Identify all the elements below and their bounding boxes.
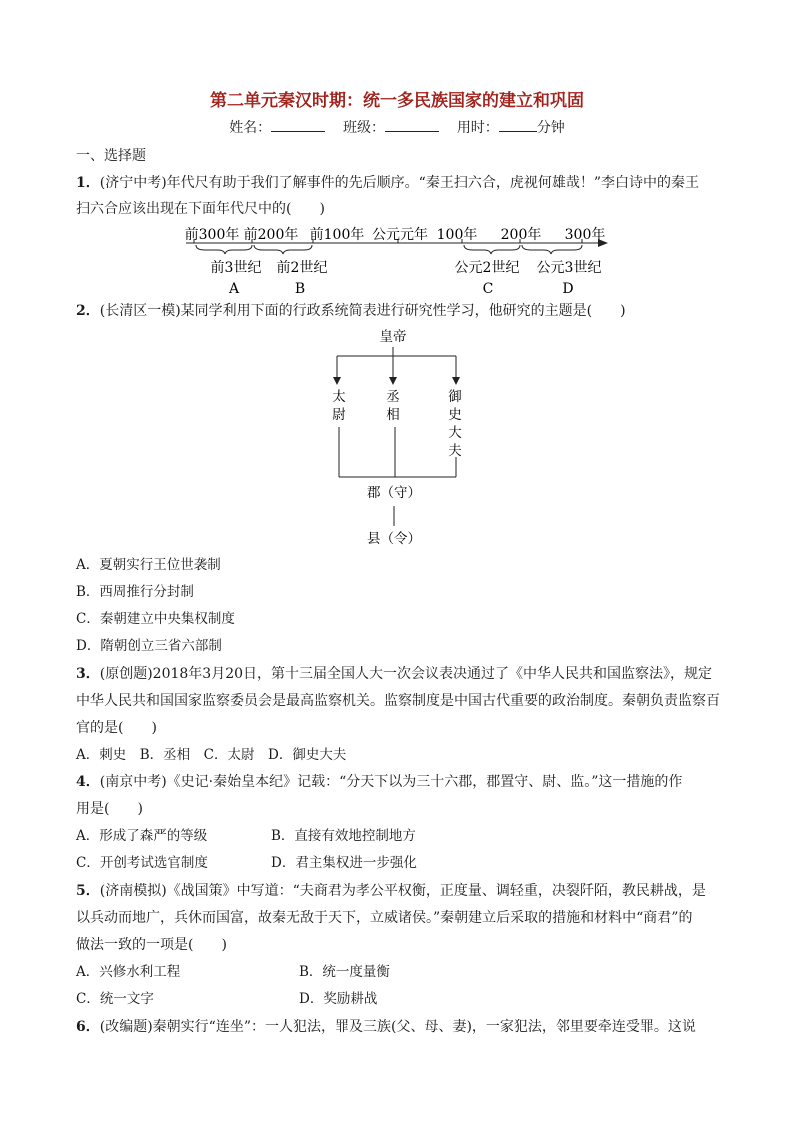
question-number: 1． [76,175,100,191]
node-chengxiang-char2: 相 [386,407,400,423]
tick-label: 前100年 [309,227,365,243]
node-chengxiang-char1: 丞 [386,389,400,405]
question-5-line-2: 以兵动而地广，兵休而国富，故秦无敌于天下，立威诸侯。”秦朝建立后采取的措施和材料中“商君”的 [76,910,693,926]
question-text: (改编题)秦朝实行“连坐”：一人犯法，罪及三族(父、母、妻)，一家犯法，邻里要牵连受罪。这说 [99,1019,696,1035]
period-letter: B [294,281,306,297]
q4-option-d[interactable]: D．君主集权进一步强化 [271,855,417,871]
q5-option-c[interactable]: C．统一文字 [76,991,154,1007]
question-6-line-1 [76,1018,718,1036]
brace-b [254,245,312,254]
q5-option-d[interactable]: D．奖励耕战 [299,991,378,1007]
question-5-line-3: 做法一致的一项是( ) [76,937,227,953]
question-text: (济宁中考)年代尺有助于我们了解事件的先后顺序。“秦王扫六合，虎视何雄哉！”李白诗中的秦王 [99,175,699,191]
student-info [0,117,794,137]
name-blank[interactable] [271,117,325,132]
question-text: (南京中考)《史记·秦始皇本纪》记载：“分天下以为三十六郡，郡置守、尉、监。”这一措施的作 [99,774,683,790]
question-number: 6． [76,1019,100,1035]
class-blank[interactable] [385,117,439,132]
time-blank[interactable] [499,117,537,132]
q4-option-a[interactable]: A．形成了森严的等级 [76,828,208,844]
brace-a [196,245,252,254]
timeline-diagram [0,224,794,304]
question-1-line-2: 扫六合应该出现在下面年代尺中的( ) [76,201,325,217]
q2-option-d[interactable]: D．隋朝创立三省六部制 [76,638,222,654]
question-2-line-1 [76,302,718,320]
node-yushidafu-char1: 御 [448,389,462,405]
brace-c [464,245,520,254]
period-letter: D [562,281,574,297]
class-label: 班级： [343,120,385,136]
question-number: 2． [76,303,100,319]
question-number: 5． [76,883,100,899]
q5-option-a[interactable]: A．兴修水利工程 [76,964,181,980]
node-yushidafu [448,389,462,459]
period-letter: C [482,281,494,297]
node-yushidafu-char4: 夫 [448,443,462,459]
node-chengxiang [386,389,400,423]
node-commandery: 郡（守） [367,485,421,501]
tick-label: 公元元年 [372,227,428,243]
page-title: 第二单元秦汉时期：统一多民族国家的建立和巩固 [210,91,584,111]
q2-option-c[interactable]: C．秦朝建立中央集权制度 [76,611,235,627]
period-letter: A [228,281,240,297]
q2-option-a[interactable]: A．夏朝实行王位世袭制 [76,557,221,573]
question-5-line-1 [76,882,718,900]
node-emperor: 皇帝 [379,329,407,345]
tick-label: 前300年 [184,227,240,243]
q2-option-b[interactable]: B．西周推行分封制 [76,584,194,600]
time-unit: 分钟 [536,120,565,136]
question-number: 4． [76,774,100,790]
question-4-line-1 [76,773,718,791]
question-3-line-1 [76,665,718,683]
brace-d [522,245,582,254]
tick-label: 300年 [564,227,606,243]
period-label: 前2世纪 [276,260,328,276]
period-label: 公元2世纪 [454,260,520,276]
node-yushidafu-char2: 史 [448,407,462,423]
question-text: (长清区一模)某同学利用下面的行政系统简表进行研究性学习，他研究的主题是( ) [99,303,626,319]
node-taiwei-char1: 太 [332,389,346,405]
q3-options[interactable]: A．刺史 B．丞相 C．太尉 D．御史大夫 [76,747,347,763]
question-text: (济南模拟)《战国策》中写道：“夫商君为孝公平权衡，正度量、调轻重，决裂阡陌，教民耕战，是 [99,883,706,899]
admin-system-diagram [0,322,794,552]
node-yushidafu-char3: 大 [448,425,462,441]
q5-option-b[interactable]: B．统一度量衡 [299,964,390,980]
node-county: 县（令） [367,531,421,547]
question-3-line-2: 中华人民共和国国家监察委员会是最高监察机关。监察制度是中国古代重要的政治制度。秦朝负责监察百 [76,693,720,709]
question-4-line-2: 用是( ) [76,801,143,817]
tick-label: 200年 [500,227,542,243]
tick-label: 100年 [436,227,478,243]
question-3-line-3: 官的是( ) [76,720,157,736]
node-taiwei-char2: 尉 [332,407,346,423]
node-taiwei [332,388,346,423]
section-heading: 一、选择题 [76,148,146,164]
name-label: 姓名： [229,120,272,136]
q4-option-b[interactable]: B．直接有效地控制地方 [271,828,416,844]
period-label: 公元3世纪 [536,260,602,276]
question-1-line-1 [76,174,718,192]
q4-option-c[interactable]: C．开创考试选官制度 [76,855,208,871]
period-label: 前3世纪 [210,260,262,276]
tick-label: 前200年 [243,227,299,243]
time-label: 用时： [456,120,499,136]
question-number: 3． [76,666,100,682]
question-text: (原创题)2018年3月20日，第十三届全国人大一次会议表决通过了《中华人民共和国监察法》，规定 [99,666,713,682]
